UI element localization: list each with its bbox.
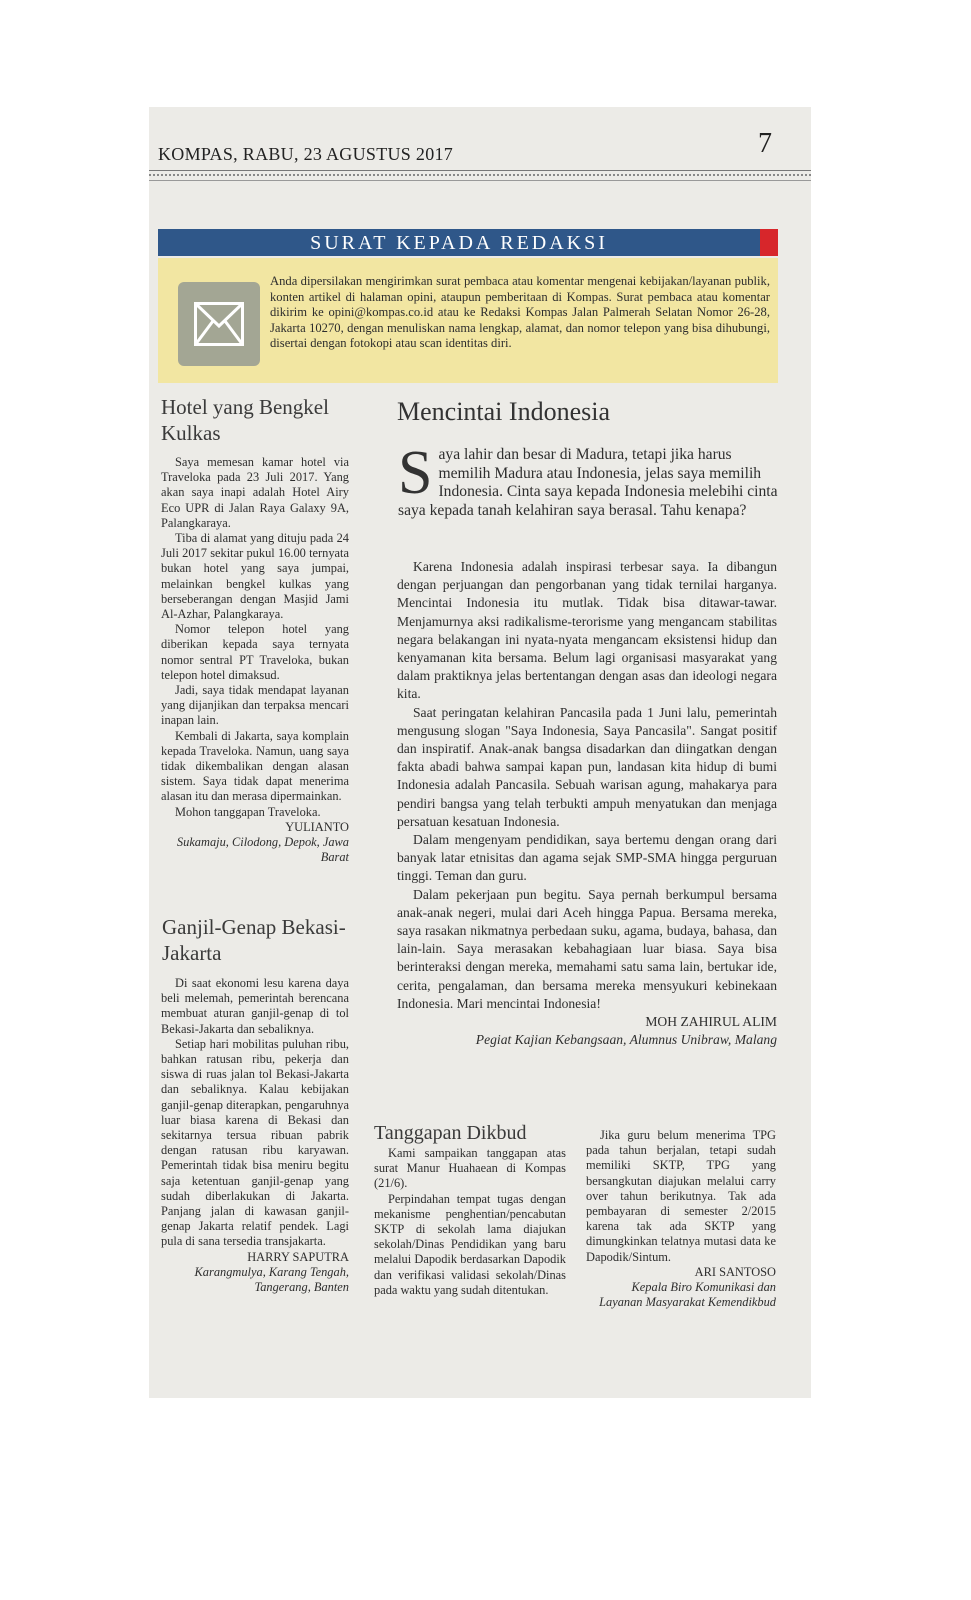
page-number: 7 bbox=[758, 128, 772, 159]
letter-title: Hotel yang Bengkel Kulkas bbox=[161, 395, 329, 445]
banner-accent bbox=[760, 229, 778, 256]
section-title: SURAT KEPADA REDAKSI bbox=[310, 232, 608, 254]
paragraph: Mohon tanggapan Traveloka. bbox=[175, 804, 321, 819]
response-title: Tanggapan Dikbud bbox=[374, 1122, 527, 1144]
header-dotted-rule bbox=[149, 174, 811, 176]
lead-text: aya lahir dan besar di Madura, tetapi jika harus memilih Madura atau Indonesia, jelas saya memilih Indonesia. Cinta saya kepada Indonesia melebihi cinta saya kepada tanah kelahiran saya berasal. Tahu kenapa? bbox=[398, 446, 778, 519]
paragraph: Karena Indonesia adalah inspirasi terbesar saya. Ia dibangun dengan perjuangan dan pengorbanan yang tidak ternilai harganya. Mencintai Indonesia itu mutlak. Tidak bisa ditawar-tawar. Menjamurnya aksi radikalisme-terorisme yang mengancam stabilitas negara belakangan ini nyata-nyata mengancam eksistensi hidup dan kenyamanan kita bersama. Belum lagi organisasi masyarakat yang dalam praktiknya jelas bertentangan dengan asas dan ideologi negara kita. bbox=[397, 559, 777, 702]
header-rule-lower bbox=[149, 180, 811, 181]
article-title: Mencintai Indonesia bbox=[397, 397, 610, 426]
author-position: Kepala Biro Komunikasi dan Layanan Masyarakat Kemendikbud bbox=[599, 1280, 776, 1310]
section-banner bbox=[158, 229, 778, 256]
header-rule bbox=[149, 170, 811, 171]
masthead: KOMPAS, RABU, 23 AGUSTUS 2017 bbox=[158, 144, 454, 164]
author-name: HARRY SAPUTRA bbox=[247, 1249, 349, 1264]
letter-title: Ganjil-Genap Bekasi-Jakarta bbox=[162, 915, 346, 965]
author-location: Sukamaju, Cilodong, Depok, Jawa Barat bbox=[176, 835, 349, 865]
letter-ganjil-genap bbox=[161, 976, 349, 1295]
envelope-icon bbox=[178, 282, 260, 366]
paragraph: Nomor telepon hotel yang diberikan kepada saya ternyata nomor sentral PT Traveloka, bukan telepon hotel dimaksud. bbox=[161, 622, 349, 682]
author-name: YULIANTO bbox=[285, 819, 349, 834]
paragraph: Saat peringatan kelahiran Pancasila pada 1 Juni lalu, pemerintah mengusung slogan "Saya Indonesia, Saya Pancasila". Sangat positif dan inspiratif. Anak-anak bangsa disadarkan dan diingatkan dengan fakta abadi bahwa sampai kapan pun, landasan kita hidup di bumi Indonesia adalah Pancasila. Sebuah warisan agung, mahakarya para pendiri bangsa yang telah terbukti ampuh menyatukan dan menjaga persatuan kesatuan Indonesia. bbox=[397, 704, 777, 829]
paragraph: Setiap hari mobilitas puluhan ribu, bahkan ratusan ribu, pekerja dan siswa di ruas jalan tol Bekasi-Jakarta dan sebaliknya. Kalau kebijakan ganjil-genap diterapkan, pengaruhnya luar biasa karena di Bekasi dan sekitarnya tersua ribuan pabrik dengan ratusan ribu karyawan. Pemerintah tidak bisa meniru begitu saja ketentuan ganjil-genap yang sudah diberlakukan di Jakarta. Panjang jalan di kawasan ganjil-genap Jakarta relatif pendek. Lagi pula di sana tersedia transjakarta. bbox=[161, 1036, 349, 1249]
paragraph: Jadi, saya tidak mendapat layanan yang dijanjikan dan terpaksa mencari inapan lain. bbox=[161, 683, 349, 728]
author-name: MOH ZAHIRUL ALIM bbox=[645, 1014, 777, 1030]
author-affiliation: Pegiat Kajian Kebangsaan, Alumnus Unibraw, Malang bbox=[475, 1032, 777, 1048]
paragraph: Saya memesan kamar hotel via Traveloka pada 23 Juli 2017. Yang akan saya inapi adalah Hotel Airy Eco UPR di Jalan Raya Galaxy 9A, Palangkaraya. bbox=[161, 455, 349, 530]
paragraph: Kembali di Jakarta, saya komplain kepada Traveloka. Namun, uang saya tidak dikembalikan dengan alasan sistem. Saya tidak dapat menerima alasan itu dan merasa dipermainkan. bbox=[161, 728, 349, 804]
paragraph: Dalam pekerjaan pun begitu. Saya pernah berkumpul bersama anak-anak negeri, mulai dari Aceh hingga Papua. Bersama mereka, saya rasakan nikmatnya perbedaan suku, agama, budaya, bahasa, dan lain-lain. Saya merasakan kebahagiaan luar biasa. Saya bisa berinteraksi dengan mereka, memahami satu sama lain, bertukar ide, cerita, pengalaman, dan bersama mereka mensyukuri kebinekaan Indonesia. Mari mencintai Indonesia! bbox=[397, 886, 777, 1011]
paragraph: Dalam mengenyam pendidikan, saya bertemu dengan orang dari banyak latar etnisitas dan agama sejak SMP-SMA hingga perguruan tinggi. Teman dan guru. bbox=[397, 832, 777, 884]
paragraph: Di saat ekonomi lesu karena daya beli melemah, pemerintah berencana membuat aturan ganjil-genap di tol Bekasi-Jakarta dan sebaliknya. bbox=[161, 976, 349, 1036]
article-lead bbox=[398, 439, 778, 520]
author-location: Karangmulya, Karang Tengah, Tangerang, Banten bbox=[194, 1264, 349, 1295]
paragraph: Jika guru belum menerima TPG pada tahun berjalan, tetapi sudah memiliki SKTP, TPG yang bersangkutan diajukan melalui carry over tahun berikutnya. Tak ada pembayaran di semester 2/2015 karena tak ada SKTP yang dimungkinkan telatnya mutasi data ke Dapodik/Sintum. bbox=[586, 1128, 776, 1264]
drop-cap: S bbox=[398, 439, 433, 507]
paragraph: Kami sampaikan tanggapan atas surat Manur Huahaean di Kompas (21/6). bbox=[374, 1146, 566, 1191]
paragraph: Perpindahan tempat tugas dengan mekanisme penghentian/pencabutan SKTP di sekolah lama diajukan sekolah/Dinas Pendidikan yang baru melalui Dapodik berdasarkan Dapodik dan verifikasi validasi sekolah/Dinas pada waktu yang sudah ditentukan. bbox=[374, 1191, 566, 1297]
paragraph: Tiba di alamat yang dituju pada 24 Juli 2017 sekitar pukul 16.00 ternyata bukan hotel yang saya jumpai, melainkan bengkel kulkas yang berseberangan dengan Masjid Jami Al-Azhar, Palangkaraya. bbox=[161, 531, 349, 622]
response-column-1 bbox=[374, 1146, 566, 1298]
response-column-2 bbox=[586, 1128, 776, 1310]
submission-info: Anda dipersilakan mengirimkan surat pembaca atau komentar mengenai kebijakan/layanan publik, konten artikel di halaman opini, ataupun pemberitaan di Kompas. Surat pembaca atau komentar dikirim ke opini@kompas.co.id atau ke Redaksi Kompas Jalan Palmerah Selatan Nomor 26-28, Jakarta 10270, dengan menuliskan nama lengkap, alamat, dan nomor telepon yang bisa dihubungi, disertai dengan fotokopi atau scan identitas diri. bbox=[270, 274, 770, 351]
letter-hotel bbox=[161, 455, 349, 865]
author-name: ARI SANTOSO bbox=[694, 1264, 776, 1279]
article-body bbox=[397, 558, 777, 1049]
